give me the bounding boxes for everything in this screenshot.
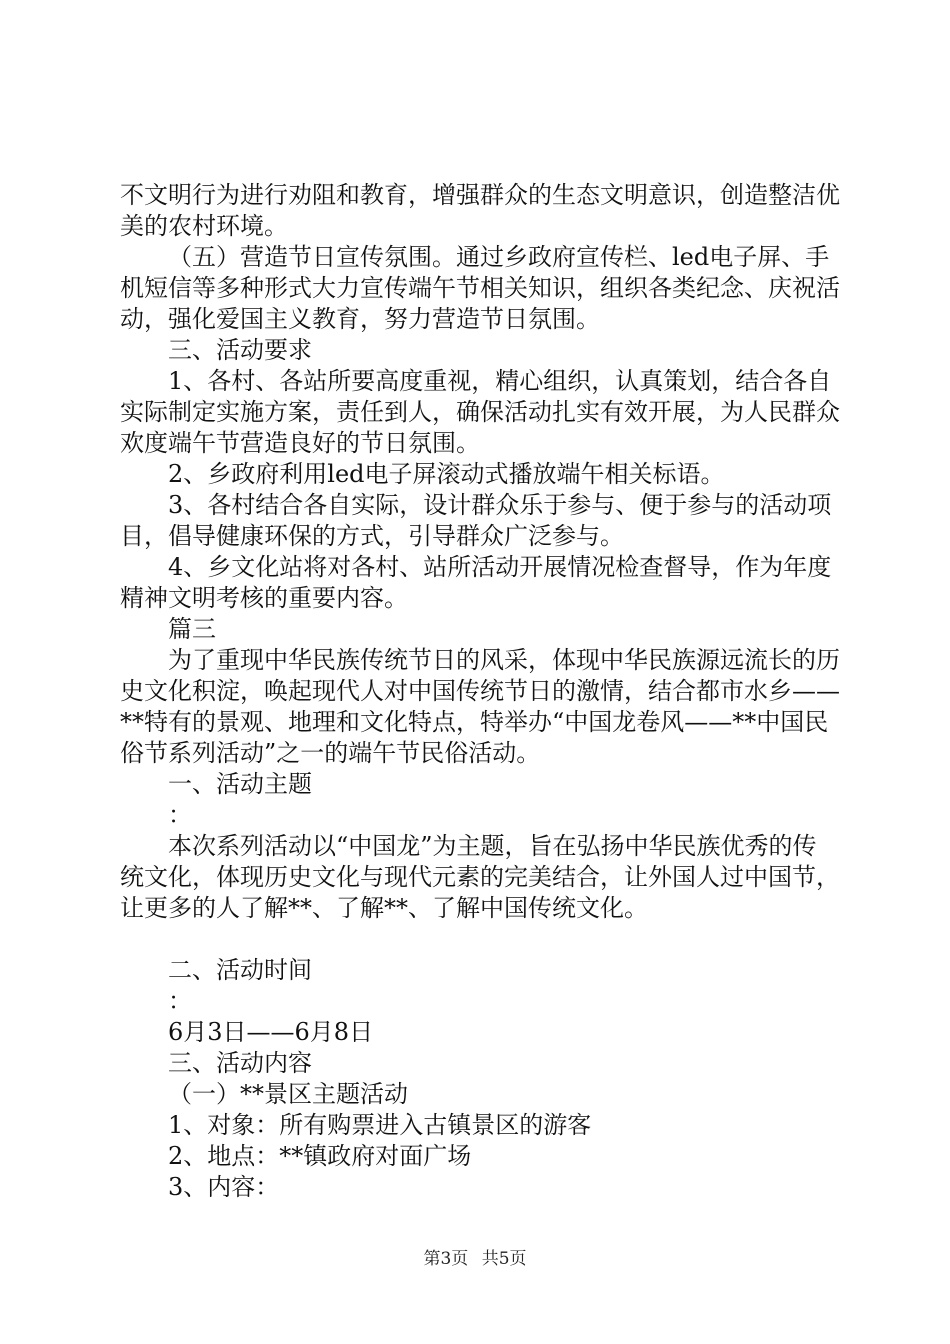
requirement-item-1: 1、各村、各站所要高度重视，精心组织，认真策划，结合各自实际制定实施方案，责任到人，确保活动扎实有效开展，为人民群众欢度端午节营造良好的节日氛围。 (120, 367, 840, 457)
document-body (120, 180, 840, 1203)
heading-activity-content: 三、活动内容 (168, 1049, 312, 1077)
requirement-item-2: 2、乡政府利用led电子屏滚动式播放端午相关标语。 (168, 460, 725, 488)
paragraph-festival-publicity: （五）营造节日宣传氛围。通过乡政府宣传栏、led电子屏、手机短信等多种形式大力宣传端午节相关知识，组织各类纪念、庆祝活动，强化爱国主义教育，努力营造节日氛围。 (120, 243, 840, 333)
section-title-part-three: 篇三 (168, 615, 216, 643)
heading-activity-time: 二、活动时间 (168, 956, 312, 984)
activity-dates: 6月3日——6月8日 (168, 1018, 374, 1046)
page-footer (0, 1244, 950, 1269)
colon-line-theme: ： (168, 801, 192, 829)
paragraph-introduction: 为了重现中华民族传统节日的风采，体现中华民族源远流长的历史文化积淀，唤起现代人对中国传统节日的激情，结合都市水乡——**特有的景观、地理和文化特点，特举办“中国龙卷风——**中国民俗节系列活动”之一的端午节民俗活动。 (120, 646, 840, 767)
blank-line (120, 924, 840, 955)
requirement-item-3: 3、各村结合各自实际，设计群众乐于参与、便于参与的活动项目，倡导健康环保的方式，引导群众广泛参与。 (120, 491, 832, 550)
heading-activity-theme: 一、活动主题 (168, 770, 312, 798)
colon-line-time: ： (168, 987, 192, 1015)
heading-activity-requirements: 三、活动要求 (168, 336, 312, 364)
content-item-content: 3、内容： (168, 1173, 280, 1201)
paragraph-ecology-continuation: 不文明行为进行劝阻和教育，增强群众的生态文明意识，创造整洁优美的农村环境。 (120, 181, 840, 240)
page-total: 共5页 (481, 1249, 527, 1269)
paragraph-theme-description: 本次系列活动以“中国龙”为主题，旨在弘扬中华民族优秀的传统文化，体现历史文化与现代元素的完美结合，让外国人过中国节，让更多的人了解**、了解**、了解中国传统文化。 (120, 832, 840, 922)
content-item-location: 2、地点：**镇政府对面广场 (168, 1142, 472, 1170)
subheading-scenic-activity: （一）**景区主题活动 (168, 1080, 408, 1108)
requirement-item-4: 4、乡文化站将对各村、站所活动开展情况检查督导，作为年度精神文明考核的重要内容。 (120, 553, 832, 612)
page-number: 第3页 (423, 1249, 469, 1269)
content-item-audience: 1、对象：所有购票进入古镇景区的游客 (168, 1111, 592, 1139)
